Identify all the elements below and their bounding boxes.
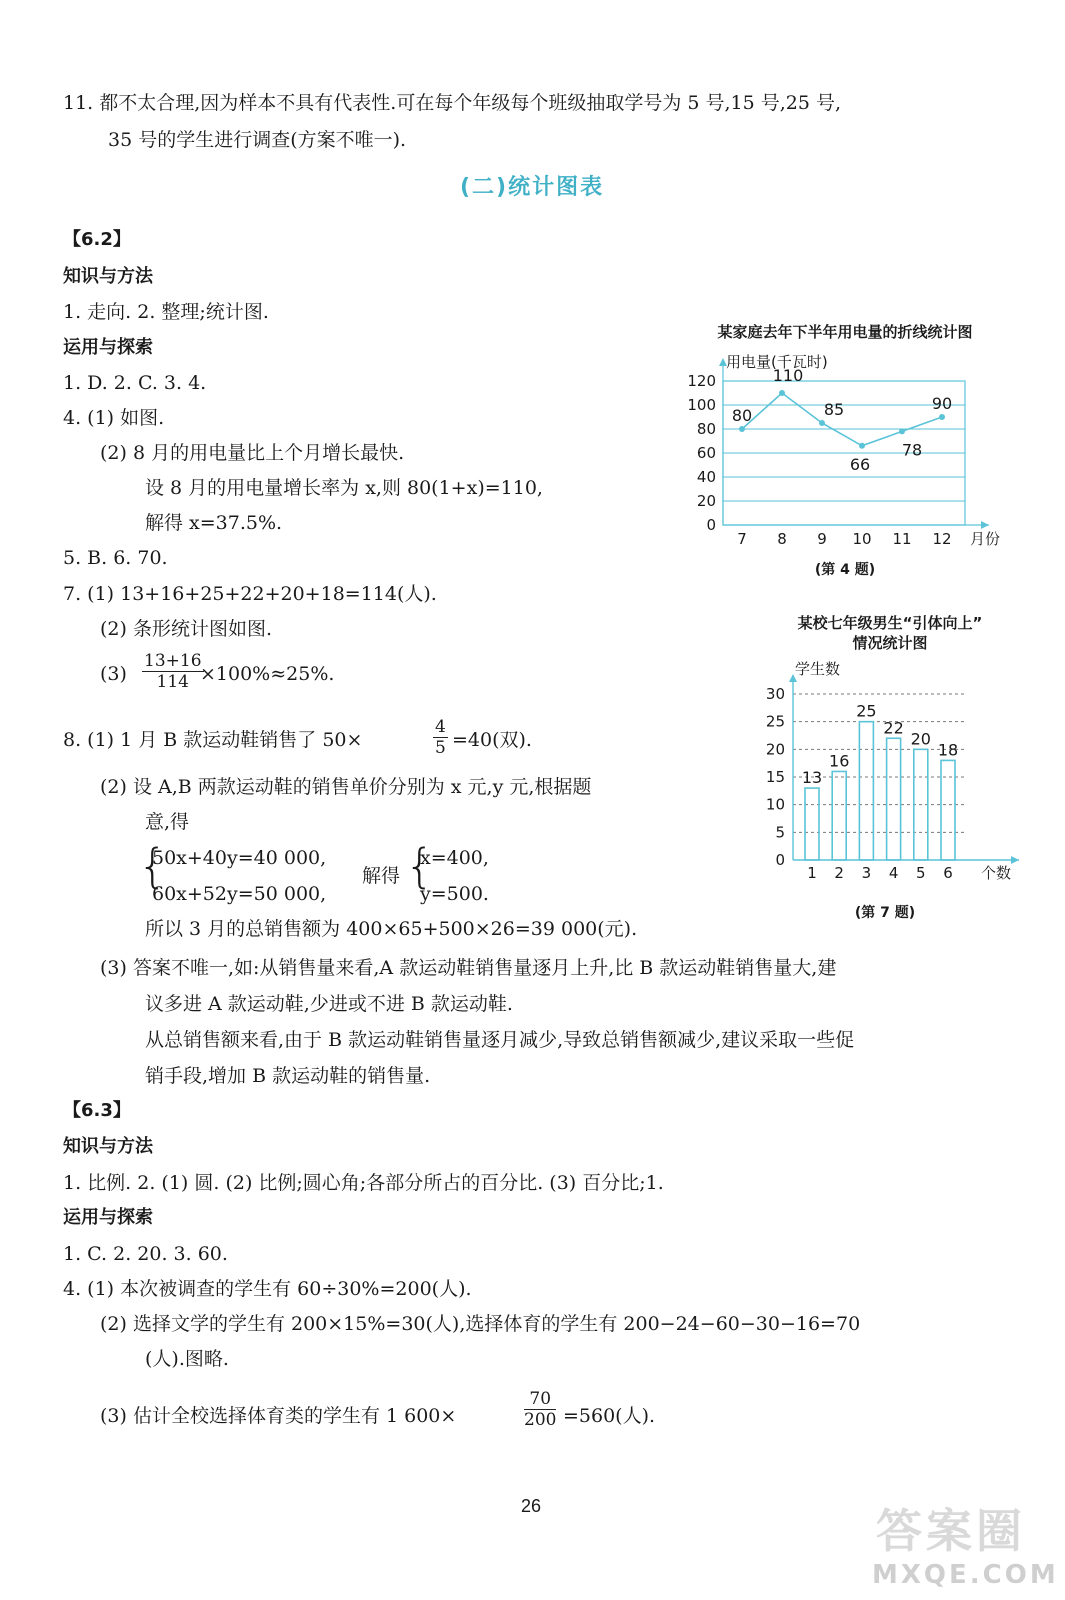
q4-6-3-part2-b: (人).图略. xyxy=(145,1348,229,1370)
practice-heading: 运用与探索 xyxy=(63,337,153,358)
line-chart-xlabel: 月份 xyxy=(970,530,1001,548)
knowledge-answers: 1. 走向. 2. 整理;统计图. xyxy=(63,301,269,323)
line-chart-ytick: 120 xyxy=(687,372,716,390)
knowledge-heading-6-3: 知识与方法 xyxy=(63,1136,153,1157)
q7-fraction-numerator: 13+16 xyxy=(144,651,202,671)
practice-heading-6-3: 运用与探索 xyxy=(63,1207,153,1228)
bar-chart-data-label: 20 xyxy=(910,729,931,749)
line-chart-point xyxy=(899,428,905,434)
q8-part3-a: (3) 答案不唯一,如:从销售量来看,A 款运动鞋销售量逐月上升,比 B 款运动鞋销售量大,建 xyxy=(100,957,837,979)
q8-part3-d: 销手段,增加 B 款运动鞋的销售量. xyxy=(145,1065,431,1087)
bar-chart-bar xyxy=(805,788,819,860)
line-chart-xtick: 10 xyxy=(852,530,872,548)
line-chart-xtick: 11 xyxy=(892,530,912,548)
line-chart-point xyxy=(819,420,825,426)
q7-part2: (2) 条形统计图如图. xyxy=(100,618,272,640)
q8-fraction-numerator: 4 xyxy=(435,717,446,737)
problem-11-line2: 35 号的学生进行调查(方案不唯一). xyxy=(108,129,407,151)
answers-1-3: 1. D. 2. C. 3. 4. xyxy=(63,372,207,394)
section-title: (二)统计图表 xyxy=(460,175,605,200)
bar-chart-data-label: 18 xyxy=(937,740,959,760)
line-chart-xtick: 12 xyxy=(932,530,952,548)
solution-y: y=500. xyxy=(420,883,489,905)
solution-x: x=400, xyxy=(420,847,489,869)
q4-6-3-part2-a: (2) 选择文学的学生有 200×15%=30(人),选择体育的学生有 200−24−60−30−16=70 xyxy=(100,1313,861,1335)
q8-fraction xyxy=(433,717,448,758)
bar-chart-bar xyxy=(887,738,901,860)
bar-chart-xtick: 2 xyxy=(834,864,844,882)
page-number: 26 xyxy=(521,1496,542,1516)
bar-chart-ylabel: 学生数 xyxy=(795,660,841,678)
q8-part3-b: 议多进 A 款运动鞋,少进或不进 B 款运动鞋. xyxy=(145,993,513,1015)
q8-part2-a: (2) 设 A,B 两款运动鞋的销售单价分别为 x 元,y 元,根据题 xyxy=(100,776,592,798)
q8-part1-a: 8. (1) 1 月 B 款运动鞋销售了 50× xyxy=(63,729,363,751)
bar-chart-data-label: 13 xyxy=(801,768,823,788)
equation-1: 50x+40y=40 000, xyxy=(152,847,327,869)
line-chart-point xyxy=(779,390,785,396)
q4-part2: (2) 8 月的用电量比上个月增长最快. xyxy=(100,442,405,464)
bar-chart-data-label: 16 xyxy=(829,751,850,771)
bar-chart-ytick: 20 xyxy=(765,740,785,759)
left-brace-2: { xyxy=(405,839,435,893)
bar-chart-bar xyxy=(832,771,846,860)
q7-part1: 7. (1) 13+16+25+22+20+18=114(人). xyxy=(63,583,437,605)
line-chart-data-label: 110 xyxy=(772,366,804,385)
q8-part1-b: =40(双). xyxy=(452,729,532,751)
bar-chart xyxy=(755,612,1030,927)
line-chart-ytick: 80 xyxy=(696,420,716,438)
line-chart-xtick: 8 xyxy=(777,530,787,548)
bar-chart-caption: (第 7 题) xyxy=(854,905,916,921)
bar-chart-xtick: 4 xyxy=(888,864,899,882)
line-chart-x-arrow-icon xyxy=(981,521,989,529)
line-chart-ytick: 0 xyxy=(706,516,716,534)
knowledge-heading: 知识与方法 xyxy=(63,266,153,287)
watermark-site: MXQE.COM xyxy=(872,1560,1059,1590)
line-chart-ytick: 60 xyxy=(696,444,716,462)
q4-6-3-fraction xyxy=(524,1389,556,1430)
bar-chart-xtick: 6 xyxy=(943,864,953,882)
bar-chart-title-line1: 某校七年级男生“引体向上” xyxy=(797,614,983,632)
line-chart-data-label: 78 xyxy=(901,440,923,460)
problem-11-line1: 11. 都不太合理,因为样本不具有代表性.可在每个年级每个班级抽取学号为 5 号,15 号,25 号, xyxy=(63,92,842,114)
q4-part2-solution: 解得 x=37.5%. xyxy=(145,512,283,534)
left-brace-1: { xyxy=(138,839,168,893)
q7-fraction xyxy=(142,651,204,692)
line-chart-ytick: 40 xyxy=(696,468,716,486)
solve-word: 解得 xyxy=(362,865,401,887)
line-chart-ylabel: 用电量(千瓦时) xyxy=(726,353,828,371)
answers-1-3-6-3: 1. C. 2. 20. 3. 60. xyxy=(63,1243,228,1265)
line-chart-ytick: 100 xyxy=(687,396,716,414)
bar-chart-x-arrow-icon xyxy=(1011,856,1019,864)
bar-chart-ytick: 30 xyxy=(765,685,785,703)
q4-6-3-part3-b: =560(人). xyxy=(563,1405,656,1427)
q7-part3-label: (3) xyxy=(100,663,127,685)
q8-part3-c: 从总销售额来看,由于 B 款运动鞋销售量逐月减少,导致总销售额减少,建议采取一些促 xyxy=(145,1029,855,1051)
q4-6-3-fraction-numerator: 70 xyxy=(524,1389,556,1410)
bar-chart-ytick: 0 xyxy=(775,851,785,869)
bar-chart-data-label: 22 xyxy=(883,718,904,738)
q4-6-3-part1: 4. (1) 本次被调查的学生有 60÷30%=200(人). xyxy=(63,1278,472,1300)
bar-chart-title-line2: 情况统计图 xyxy=(852,634,928,652)
bar-chart-ytick: 10 xyxy=(765,795,785,814)
bar-chart-bar xyxy=(859,722,873,860)
bar-chart-xlabel: 个数 xyxy=(981,864,1012,882)
equation-2: 60x+52y=50 000, xyxy=(152,883,327,905)
line-chart-data-label: 80 xyxy=(731,406,753,425)
section-6-2-header: 【6.2】 xyxy=(63,229,131,250)
knowledge-answers-6-3: 1. 比例. 2. (1) 圆. (2) 比例;圆心角;各部分所占的百分比. (3) 百分比;1. xyxy=(63,1172,664,1194)
bar-chart-xtick: 1 xyxy=(807,864,817,882)
bar-chart-ytick: 15 xyxy=(765,768,785,786)
bar-chart-data-label: 25 xyxy=(856,701,877,721)
line-chart-xtick: 9 xyxy=(817,530,827,548)
q7-fraction-denominator: 114 xyxy=(156,672,189,692)
watermark-logo: 答案圈 xyxy=(876,1504,1026,1558)
line-chart xyxy=(680,320,1020,585)
line-chart-data-label: 66 xyxy=(849,454,871,474)
line-chart-ytick: 20 xyxy=(696,492,716,510)
q4-6-3-fraction-denominator: 200 xyxy=(524,1410,557,1430)
answers-5-6: 5. B. 6. 70. xyxy=(63,547,168,569)
bar-chart-xtick: 3 xyxy=(861,864,872,882)
line-chart-data-label: 90 xyxy=(931,394,953,413)
q4-part2-setup: 设 8 月的用电量增长率为 x,则 80(1+x)=110, xyxy=(145,477,543,499)
q4-part1: 4. (1) 如图. xyxy=(63,407,165,429)
line-chart-point xyxy=(939,414,945,420)
line-chart-xtick: 7 xyxy=(737,530,747,548)
section-6-3-header: 【6.3】 xyxy=(63,1100,131,1121)
line-chart-title: 某家庭去年下半年用电量的折线统计图 xyxy=(717,323,973,341)
line-chart-caption: (第 4 题) xyxy=(814,562,876,578)
q4-6-3-part3-a: (3) 估计全校选择体育类的学生有 1 600× xyxy=(100,1405,457,1427)
bar-chart-xtick: 5 xyxy=(916,864,926,882)
q7-part3-rest: ×100%≈25%. xyxy=(200,663,335,685)
bar-chart-ytick: 5 xyxy=(775,823,785,842)
q8-part2-b: 意,得 xyxy=(145,811,190,833)
line-chart-point xyxy=(739,426,745,432)
line-chart-point xyxy=(859,443,865,449)
q8-fraction-denominator: 5 xyxy=(435,738,446,758)
bar-chart-bar xyxy=(941,760,955,860)
bar-chart-ytick: 25 xyxy=(765,712,785,731)
line-chart-data-label: 85 xyxy=(823,400,845,419)
q8-part2-c: 所以 3 月的总销售额为 400×65+500×26=39 000(元). xyxy=(145,918,638,940)
